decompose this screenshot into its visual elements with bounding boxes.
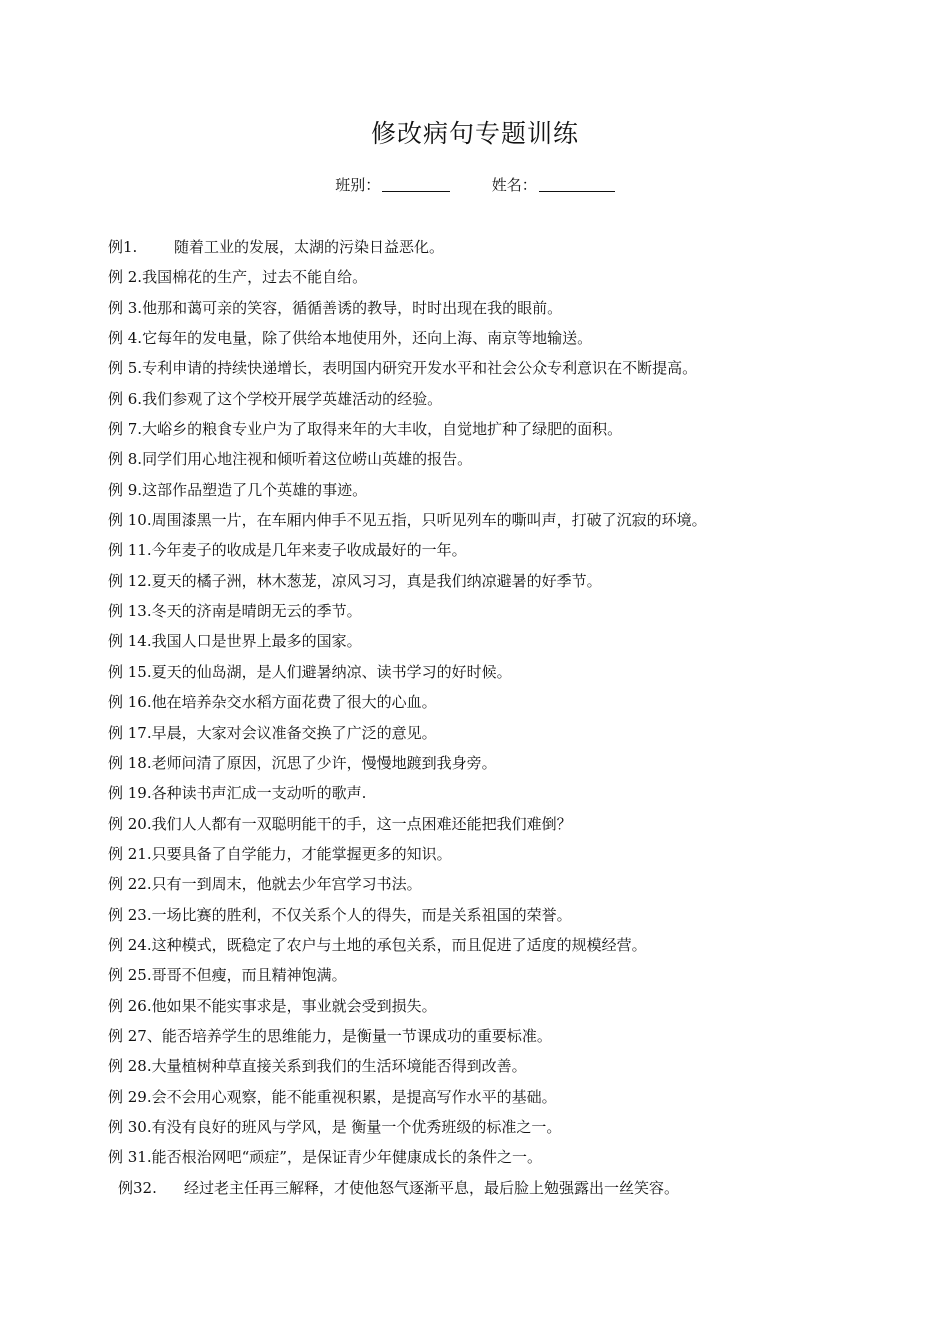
exercise-number: 例 28. (108, 1057, 152, 1076)
exercise-number: 例 18. (108, 753, 152, 772)
exercise-item (108, 1112, 908, 1142)
exercise-item (108, 930, 908, 960)
exercise-item (108, 718, 908, 748)
exercise-text: 这部作品塑造了几个英雄的事迹。 (142, 480, 368, 499)
class-blank[interactable] (382, 177, 450, 192)
student-info (0, 174, 950, 195)
exercise-item (108, 657, 908, 687)
exercise-number: 例1. (108, 238, 138, 256)
exercise-text: 能否根治网吧“顽症”，是保证青少年健康成长的条件之一。 (151, 1148, 542, 1167)
exercise-number: 例 24. (108, 935, 152, 954)
exercise-number: 例 22. (108, 875, 152, 894)
exercise-text: 老师问清了原因，沉思了少许，慢慢地踱到我身旁。 (151, 753, 497, 772)
exercise-item (108, 384, 908, 414)
exercise-number: 例 7. (108, 420, 143, 439)
exercise-text: 只有一到周末，他就去少年宫学习书法。 (151, 875, 422, 894)
exercise-number: 例 27、 (108, 1026, 162, 1045)
exercise-text: 专利申请的持续快递增长，表明国内研究开发水平和社会公众专利意识在不断提高。 (142, 359, 698, 378)
exercise-item (108, 535, 908, 565)
exercise-item (108, 839, 908, 869)
exercise-text: 周围漆黑一片，在车厢内伸手不见五指，只听见列车的嘶叫声，打破了沉寂的环境。 (151, 511, 707, 530)
exercise-text: 经过老主任再三解释，才使他怒气逐渐平息，最后脸上勉强露出一丝笑容。 (184, 1178, 680, 1197)
page-title: 修改病句专题训练 (370, 119, 579, 148)
exercise-number: 例 26. (108, 996, 152, 1015)
name-field (492, 174, 615, 195)
exercise-item (108, 353, 908, 383)
exercise-number: 例 20. (108, 814, 152, 833)
exercise-text: 它每年的发电量，除了供给本地使用外，还向上海、南京等地输送。 (142, 329, 593, 348)
exercise-item (108, 475, 908, 505)
exercise-text: 我们人人都有一双聪明能干的手，这一点困难还能把我们难倒？ (151, 814, 572, 833)
exercise-text: 同学们用心地注视和倾听着这位崂山英雄的报告。 (142, 450, 473, 469)
exercise-number: 例 17. (108, 723, 152, 742)
exercise-item (108, 809, 908, 839)
exercise-text: 哥哥不但瘦，而且精神饱满。 (151, 966, 347, 985)
exercise-number: 例 14. (108, 632, 152, 651)
exercise-item (108, 232, 908, 262)
exercise-item (108, 1082, 908, 1112)
exercise-list (108, 232, 908, 1203)
exercise-number: 例 5. (108, 359, 143, 378)
exercise-number: 例 11. (108, 541, 152, 560)
exercise-item (108, 748, 908, 778)
exercise-text: 他如果不能实事求是，事业就会受到损失。 (151, 996, 437, 1015)
exercise-item (108, 596, 908, 626)
exercise-text: 能否培养学生的思维能力，是衡量一节课成功的重要标准。 (161, 1026, 552, 1045)
exercise-text: 会不会用心观察，能不能重视积累，是提高写作水平的基础。 (151, 1087, 557, 1106)
exercise-item (108, 323, 908, 353)
exercise-item (108, 626, 908, 656)
exercise-number: 例32. (118, 1178, 157, 1197)
exercise-text: 一场比赛的胜利，不仅关系个人的得失，而是关系祖国的荣誉。 (151, 905, 572, 924)
exercise-item (108, 293, 908, 323)
exercise-text: 各种读书声汇成一支动听的歌声. (151, 784, 367, 803)
exercise-item (108, 778, 908, 808)
exercise-number: 例 31. (108, 1148, 152, 1167)
exercise-item (108, 444, 908, 474)
exercise-text: 有没有良好的班风与学风，是 衡量一个优秀班级的标准之一。 (151, 1117, 562, 1136)
exercise-text: 他在培养杂交水稻方面花费了很大的心血。 (151, 693, 437, 712)
exercise-item (108, 262, 908, 292)
exercise-item (108, 1021, 908, 1051)
exercise-text: 今年麦子的收成是几年来麦子收成最好的一年。 (151, 541, 467, 560)
exercise-item (108, 991, 908, 1021)
exercise-item (108, 687, 908, 717)
exercise-number: 例 21. (108, 844, 152, 863)
exercise-number: 例 15. (108, 662, 152, 681)
exercise-number: 例 6. (108, 389, 143, 408)
exercise-text: 随着工业的发展，太湖的污染日益恶化。 (174, 238, 445, 256)
exercise-number: 例 12. (108, 571, 152, 590)
exercise-text: 大峪乡的粮食专业户为了取得来年的大丰收，自觉地扩种了绿肥的面积。 (142, 420, 623, 439)
exercise-number: 例 4. (108, 329, 143, 348)
exercise-text: 我国人口是世界上最多的国家。 (151, 632, 362, 651)
exercise-text: 我们参观了这个学校开展学英雄活动的经验。 (142, 389, 443, 408)
exercise-number: 例 9. (108, 480, 143, 499)
exercise-item (108, 505, 908, 535)
exercise-item (108, 1142, 908, 1172)
exercise-number: 例 30. (108, 1117, 152, 1136)
exercise-item (108, 900, 908, 930)
exercise-item (108, 960, 908, 990)
exercise-item (108, 1173, 908, 1203)
exercise-number: 例 10. (108, 511, 152, 530)
exercise-number: 例 3. (108, 298, 143, 317)
exercise-item (108, 1051, 908, 1081)
exercise-text: 夏天的仙岛湖，是人们避暑纳凉、读书学习的好时候。 (151, 662, 512, 681)
exercise-number: 例 19. (108, 784, 152, 803)
exercise-text: 夏天的橘子洲，林木葱茏，凉风习习，真是我们纳凉避暑的好季节。 (151, 571, 602, 590)
name-blank[interactable] (539, 177, 615, 192)
exercise-text: 冬天的济南是晴朗无云的季节。 (151, 602, 362, 621)
exercise-text: 大量植树种草直接关系到我们的生活环境能否得到改善。 (151, 1057, 527, 1076)
exercise-number: 例 16. (108, 693, 152, 712)
exercise-number: 例 23. (108, 905, 152, 924)
exercise-text: 只要具备了自学能力，才能掌握更多的知识。 (151, 844, 452, 863)
exercise-text: 我国棉花的生产，过去不能自给。 (142, 268, 368, 287)
class-field (335, 174, 450, 195)
exercise-number: 例 13. (108, 602, 152, 621)
exercise-item (108, 869, 908, 899)
exercise-number: 例 2. (108, 268, 143, 287)
exercise-text: 他那和蔼可亲的笑容，循循善诱的教导，时时出现在我的眼前。 (142, 298, 563, 317)
exercise-item (108, 414, 908, 444)
exercise-number: 例 29. (108, 1087, 152, 1106)
class-label: 班别： (335, 176, 381, 194)
exercise-number: 例 8. (108, 450, 143, 469)
exercise-text: 早晨，大家对会议准备交换了广泛的意见。 (151, 723, 437, 742)
exercise-number: 例 25. (108, 966, 152, 985)
name-label: 姓名： (491, 176, 537, 194)
exercise-text: 这种模式，既稳定了农户与土地的承包关系，而且促进了适度的规模经营。 (151, 935, 647, 954)
exercise-item (108, 566, 908, 596)
